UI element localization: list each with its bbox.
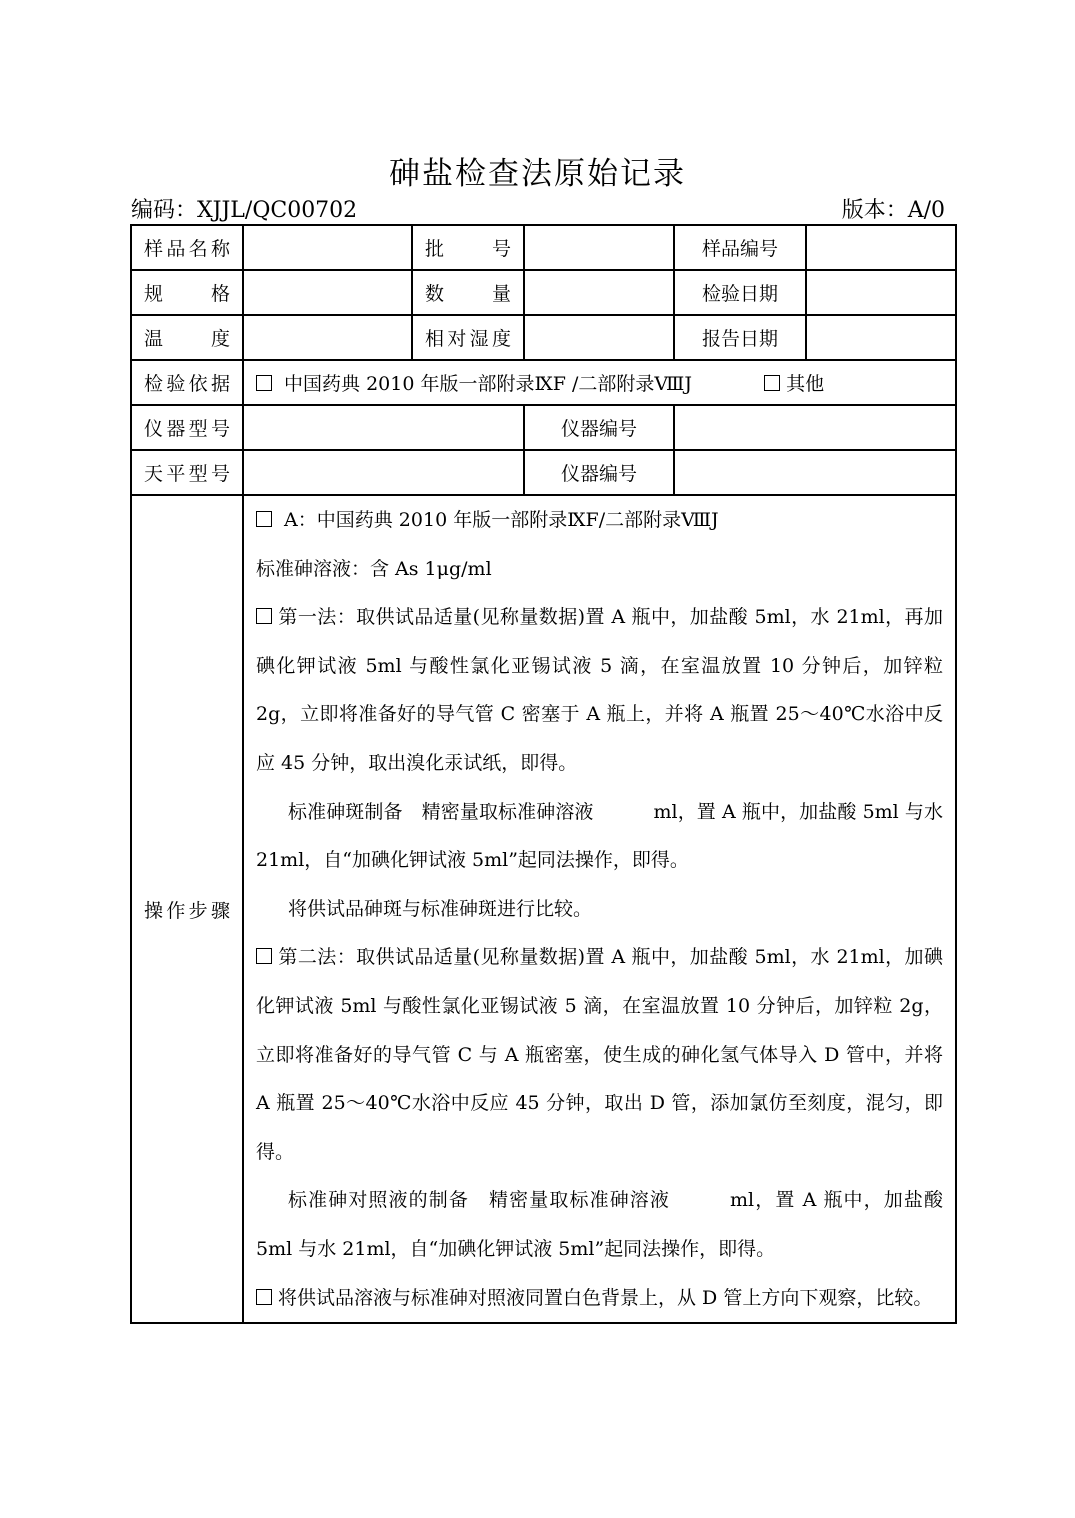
checkbox-method-a[interactable] — [256, 511, 272, 527]
procedure-label: 操作步骤 — [131, 495, 243, 1323]
instrument-number-field[interactable] — [674, 405, 956, 450]
spec-label: 规 格 — [131, 270, 243, 315]
sample-name-field[interactable] — [243, 225, 412, 270]
batch-no-label: 批 号 — [412, 225, 524, 270]
test-date-label: 检验日期 — [674, 270, 806, 315]
method-1-text: 第一法：取供试品适量(见称量数据)置 A 瓶中，加盐酸 5ml，水 21ml，再加碘化钾试液 5ml 与酸性氯化亚锡试液 5 滴，在室温放置 10 分钟后，加锌粒 2g，立即将准备好的导气管 C 密塞于 A 瓶上，并将 A 瓶置 25～40℃水浴中反应 45 分钟，取出溴化汞试纸，即得。 — [256, 606, 943, 774]
basis-options — [243, 360, 956, 405]
checkbox-method-2[interactable] — [256, 948, 272, 964]
temperature-label: 温 度 — [131, 315, 243, 360]
page-title: 砷盐检查法原始记录 — [389, 156, 686, 192]
sample-name-label: 样品名称 — [131, 225, 243, 270]
table-row — [131, 315, 956, 360]
sample-no-field[interactable] — [806, 225, 956, 270]
procedure-steps — [243, 495, 956, 1323]
table-row — [131, 270, 956, 315]
balance-number-field[interactable] — [674, 450, 956, 495]
table-row — [131, 225, 956, 270]
document-version: 版本：A/0 — [841, 198, 945, 223]
test-date-field[interactable] — [806, 270, 956, 315]
balance-model-label: 天平型号 — [131, 450, 243, 495]
checkbox-method-1[interactable] — [256, 608, 272, 624]
report-date-field[interactable] — [806, 315, 956, 360]
instrument-model-label: 仪器型号 — [131, 405, 243, 450]
checkbox-other[interactable] — [764, 375, 780, 391]
record-table — [130, 224, 957, 1324]
standard-solution: 标准砷溶液：含 As 1μg/ml — [256, 557, 492, 580]
balance-model-field[interactable] — [243, 450, 524, 495]
basis-label: 检验依据 — [131, 360, 243, 405]
checkbox-compare-2[interactable] — [256, 1289, 272, 1305]
spot-prep-text: 标准砷斑制备 精密量取标准砷溶液 — [288, 800, 594, 823]
table-row — [131, 495, 956, 1323]
sample-no-label: 样品编号 — [674, 225, 806, 270]
report-date-label: 报告日期 — [674, 315, 806, 360]
compare-1-text: 将供试品砷斑与标准砷斑进行比较。 — [288, 897, 593, 920]
balance-number-label: 仪器编号 — [524, 450, 674, 495]
table-row — [131, 450, 956, 495]
batch-no-field[interactable] — [524, 225, 674, 270]
instrument-model-field[interactable] — [243, 405, 524, 450]
humidity-field[interactable] — [524, 315, 674, 360]
instrument-number-label: 仪器编号 — [524, 405, 674, 450]
control-prep-text: 标准砷对照液的制备 精密量取标准砷溶液 — [288, 1189, 671, 1212]
quantity-field[interactable] — [524, 270, 674, 315]
table-row — [131, 360, 956, 405]
document-code: 编码：XJJL/QC00702 — [131, 198, 358, 223]
method-2-text: 第二法：取供试品适量(见称量数据)置 A 瓶中，加盐酸 5ml，水 21ml，加碘化钾试液 5ml 与酸性氯化亚锡试液 5 滴，在室温放置 10 分钟后，加锌粒 2g，立即将准备好的导气管 C 与 A 瓶密塞，使生成的砷化氢气体导入 D 管中，并将 A 瓶置 25～40℃水浴中反应 45 分钟，取出 D 管，添加氯仿至刻度，混匀，即得。 — [256, 946, 943, 1163]
compare-2-text: 将供试品溶液与标准砷对照液同置白色背景上，从 D 管上方向下观察，比较。 — [278, 1286, 933, 1309]
temperature-field[interactable] — [243, 315, 412, 360]
table-row — [131, 405, 956, 450]
checkbox-pharmacopoeia[interactable] — [256, 375, 272, 391]
spot-prep-text-2: ml，置 A 瓶中，加盐酸 5ml 与水 21ml，自“加碘化钾试液 5ml”起同法操作，即得。 — [256, 800, 943, 872]
control-prep-text-2: ml，置 A 瓶中，加盐酸 5ml 与水 21ml，自“加碘化钾试液 5ml”起同法操作，即得。 — [256, 1189, 943, 1260]
quantity-label: 数 量 — [412, 270, 524, 315]
spec-field[interactable] — [243, 270, 412, 315]
basis-option-pharmacopoeia: 中国药典 2010 年版一部附录ⅨF /二部附录ⅧJ — [284, 373, 692, 395]
humidity-label: 相对湿度 — [412, 315, 524, 360]
method-a-title: A：中国药典 2010 年版一部附录ⅨF/二部附录ⅧJ — [284, 509, 719, 531]
basis-option-other: 其他 — [786, 373, 825, 395]
